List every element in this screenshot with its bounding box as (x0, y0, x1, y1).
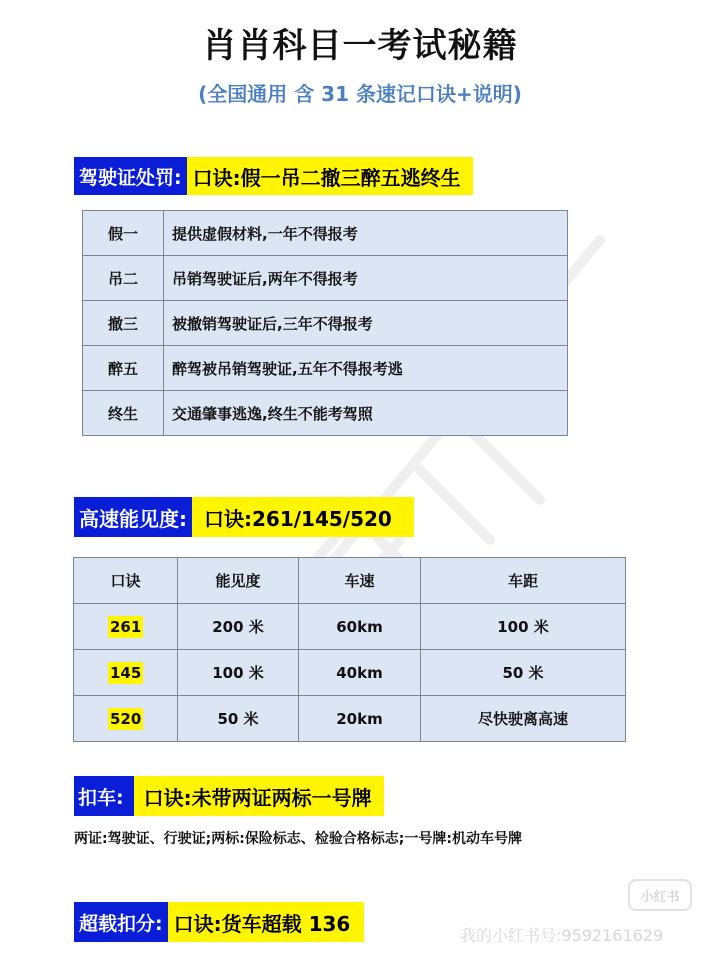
table-cell-desc: 吊销驾驶证后,两年不得报考 (164, 256, 568, 301)
table-cell-desc: 被撤销驾驶证后,三年不得报考 (164, 301, 568, 346)
xiaohongshu-badge: 小红书 (628, 879, 692, 911)
table-cell-desc: 提供虚假材料,一年不得报考 (164, 211, 568, 256)
highlighted-code: 261 (110, 617, 142, 636)
section-note: 两证:驾驶证、行驶证;两标:保险标志、检验合格标志;一号牌:机动车号牌 (74, 831, 522, 847)
section-visibility-header (74, 497, 414, 537)
license-penalty-table (82, 210, 568, 436)
section-mnemonic: 口诀:假一吊二撤三醉五逃终生 (187, 157, 473, 195)
column-header: 口诀 (74, 558, 178, 604)
table-cell-speed: 60km (299, 604, 421, 650)
section-overload-header (74, 902, 364, 942)
table-cell-visibility: 100 米 (178, 650, 299, 696)
table-cell-speed: 20km (299, 696, 421, 742)
table-row (74, 604, 626, 650)
section-label: 驾驶证处罚: (74, 157, 187, 195)
table-cell-code (74, 650, 178, 696)
table-row (83, 256, 568, 301)
table-cell-distance: 50 米 (421, 650, 626, 696)
table-row (74, 650, 626, 696)
table-cell-desc: 交通肇事逃逸,终生不能考驾照 (164, 391, 568, 436)
section-vehicle-detain-header (74, 776, 384, 816)
page-subtitle: (全国通用 含 31 条速记口诀+说明) (198, 82, 522, 106)
section-label: 扣车: (74, 776, 134, 816)
section-label: 高速能见度: (74, 497, 192, 537)
table-cell-distance: 100 米 (421, 604, 626, 650)
table-header-row (74, 558, 626, 604)
table-cell-visibility: 50 米 (178, 696, 299, 742)
column-header: 车速 (299, 558, 421, 604)
table-cell-speed: 40km (299, 650, 421, 696)
section-mnemonic: 口诀:未带两证两标一号牌 (134, 776, 384, 816)
table-cell-key: 吊二 (83, 256, 164, 301)
table-cell-key: 撤三 (83, 301, 164, 346)
table-row (83, 346, 568, 391)
visibility-table (73, 557, 626, 742)
section-label: 超载扣分: (74, 902, 168, 942)
table-cell-desc: 醉驾被吊销驾驶证,五年不得报考逃 (164, 346, 568, 391)
highlighted-code: 145 (110, 663, 142, 682)
page-title: 肖肖科目一考试秘籍 (202, 26, 518, 66)
column-header: 车距 (421, 558, 626, 604)
table-cell-distance: 尽快驶离高速 (421, 696, 626, 742)
table-cell-visibility: 200 米 (178, 604, 299, 650)
table-row (83, 211, 568, 256)
table-row (83, 301, 568, 346)
table-row (74, 696, 626, 742)
table-cell-code (74, 696, 178, 742)
highlighted-code: 520 (110, 709, 142, 728)
table-cell-key: 醉五 (83, 346, 164, 391)
table-cell-key: 假一 (83, 211, 164, 256)
table-row (83, 391, 568, 436)
section-mnemonic: 口诀:货车超载 136 (168, 902, 365, 942)
table-cell-code (74, 604, 178, 650)
account-watermark: 我的小红书号:9592161629 (460, 926, 664, 945)
column-header: 能见度 (178, 558, 299, 604)
section-mnemonic: 口诀:261/145/520 (192, 497, 414, 537)
table-cell-key: 终生 (83, 391, 164, 436)
section-license-penalty-header (74, 157, 473, 195)
